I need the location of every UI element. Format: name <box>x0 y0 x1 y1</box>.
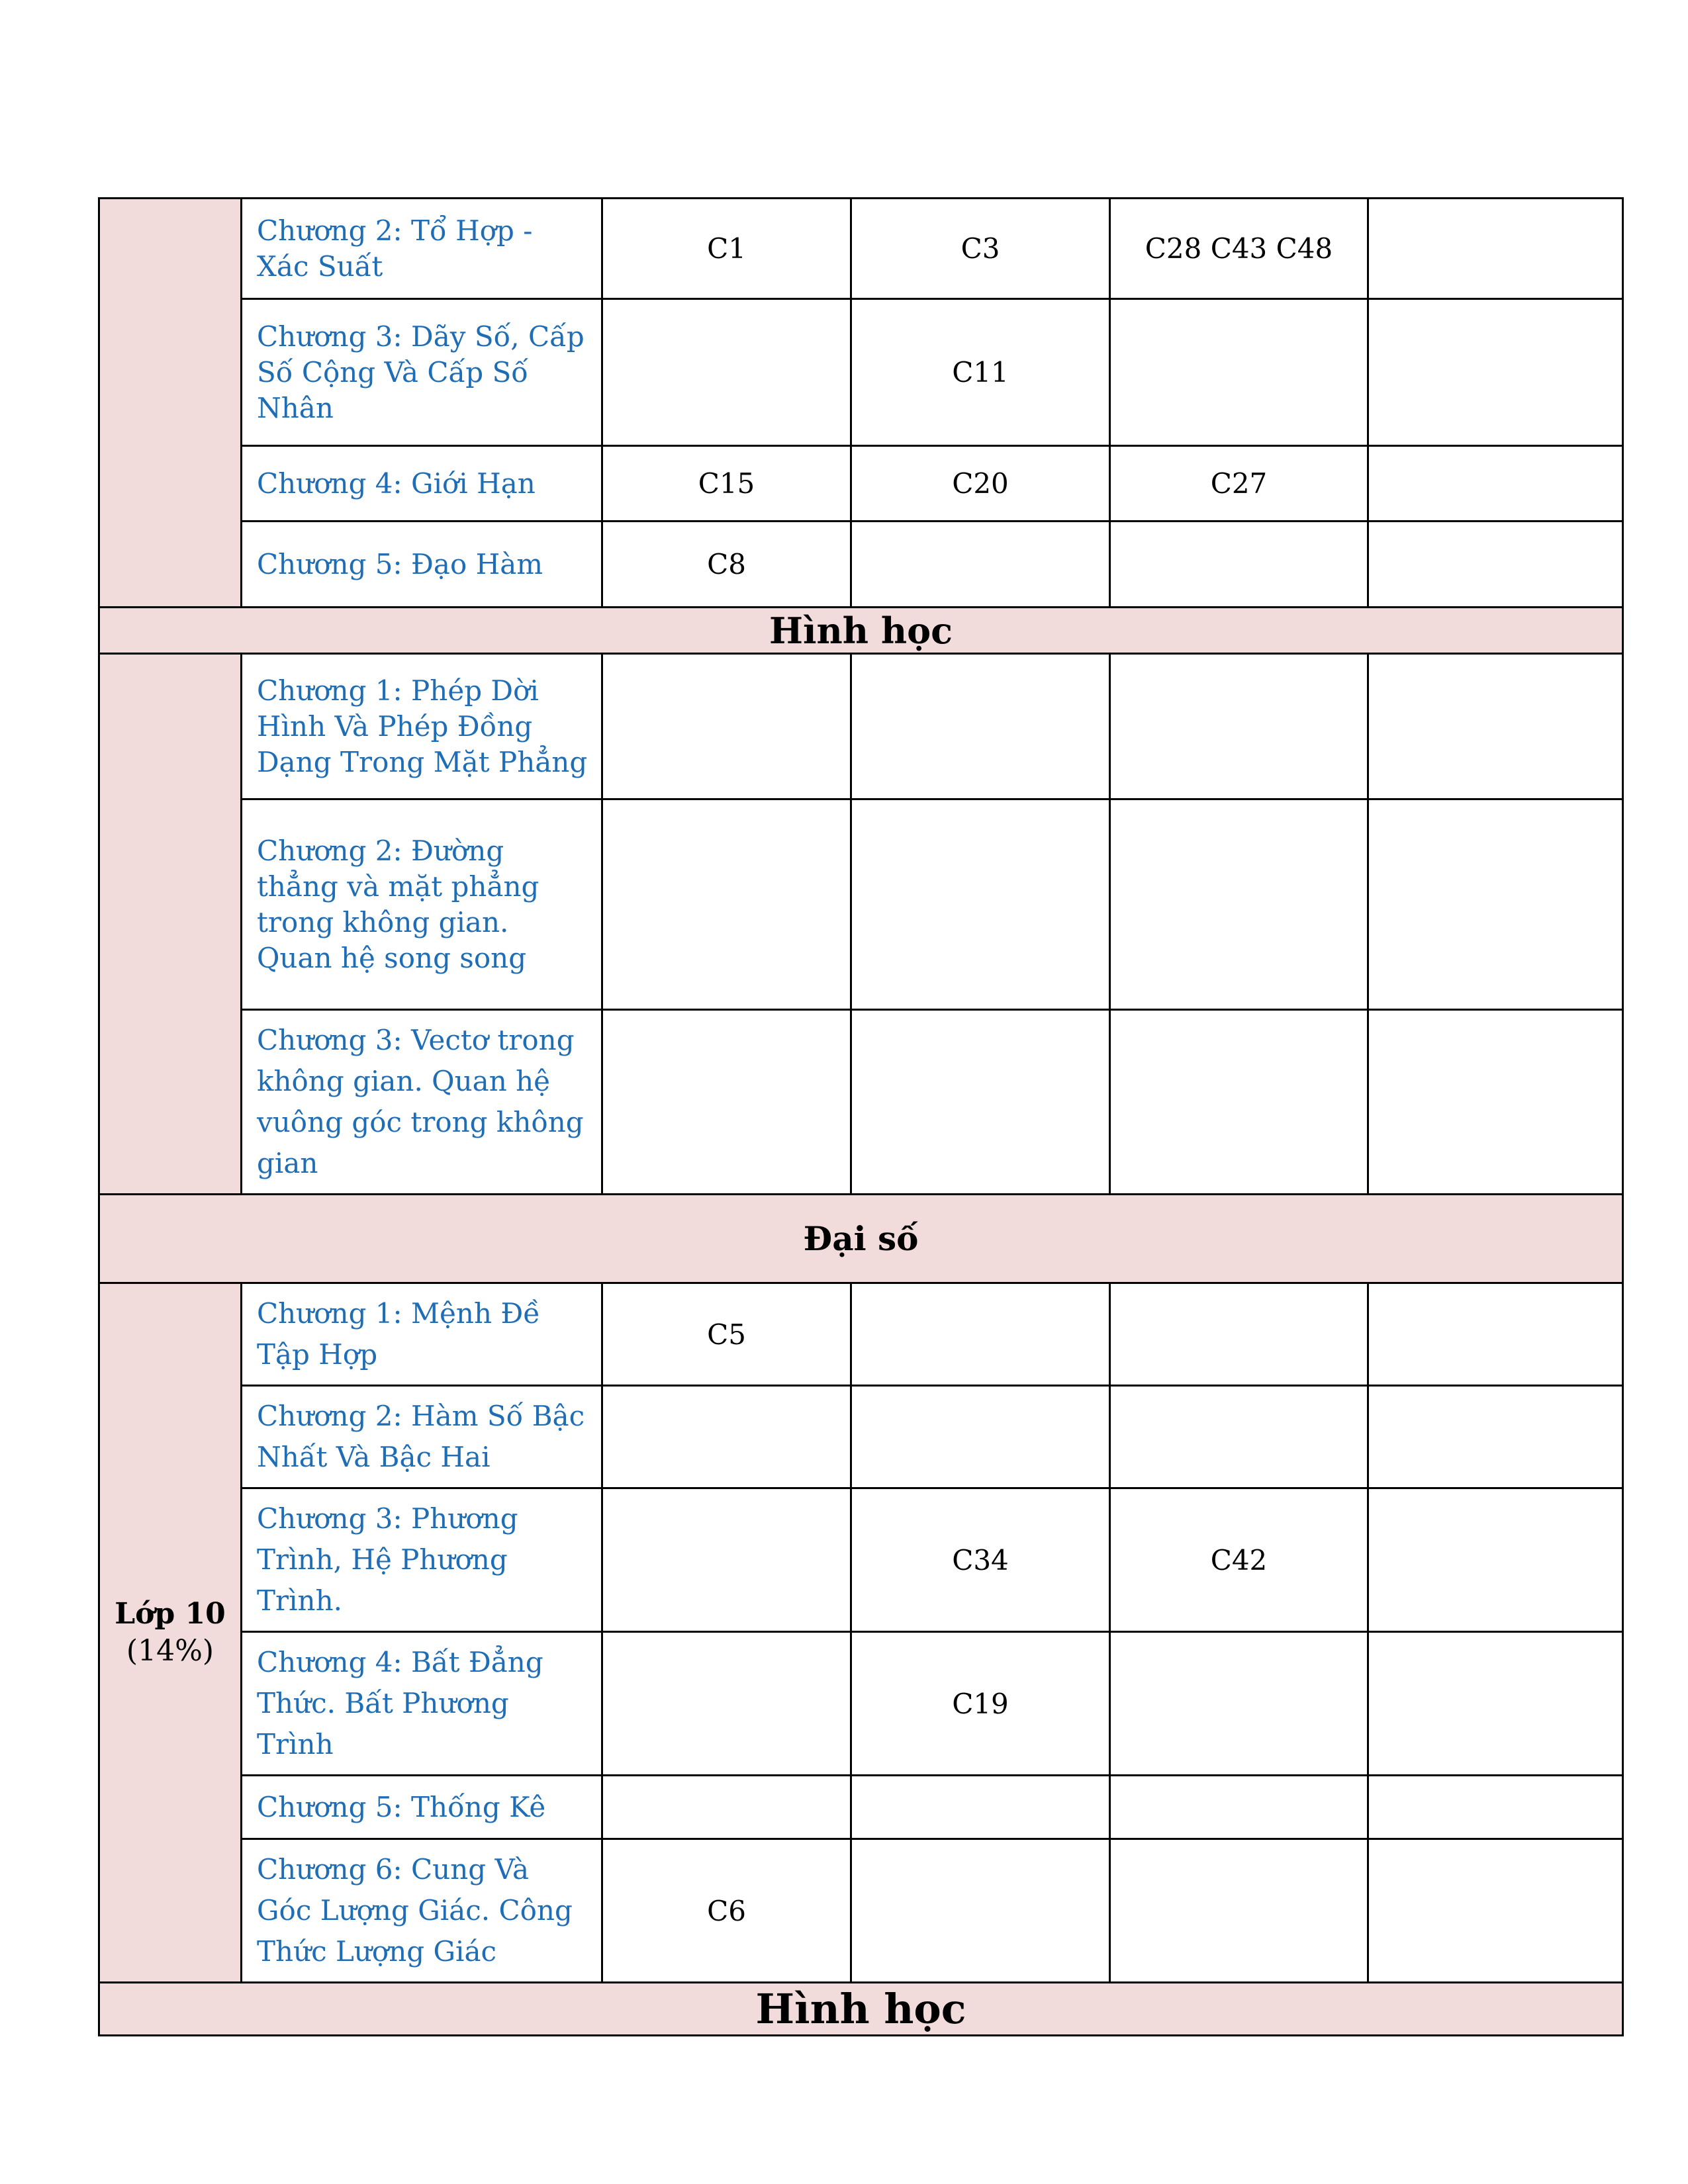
section-header-row <box>99 608 1623 654</box>
table-row <box>99 1283 1623 1386</box>
level-4-cell <box>1368 799 1623 1010</box>
level-2-cell <box>851 654 1110 799</box>
topic-cell: Chương 5: Đạo Hàm <box>242 522 602 608</box>
table-row <box>99 299 1623 446</box>
topic-cell: Chương 4: Giới Hạn <box>242 446 602 522</box>
level-3-cell <box>1110 1283 1368 1386</box>
level-1-cell <box>602 1488 851 1632</box>
level-1-cell: C5 <box>602 1283 851 1386</box>
level-4-cell <box>1368 1283 1623 1386</box>
table-row <box>99 1386 1623 1488</box>
level-3-cell <box>1110 299 1368 446</box>
level-1-cell <box>602 654 851 799</box>
level-3-cell: C42 <box>1110 1488 1368 1632</box>
table-row <box>99 1839 1623 1983</box>
section-header: Đại số <box>99 1195 1623 1283</box>
level-3-cell <box>1110 1632 1368 1776</box>
topic-cell: Chương 1: Mệnh Đề Tập Hợp <box>242 1283 602 1386</box>
topic-cell: Chương 1: Phép Dời Hình Và Phép Đồng Dạng Trong Mặt Phẳng <box>242 654 602 799</box>
section-header: Hình học <box>99 608 1623 654</box>
level-3-cell <box>1110 799 1368 1010</box>
level-3-cell <box>1110 1776 1368 1839</box>
level-4-cell <box>1368 1632 1623 1776</box>
level-4-cell <box>1368 446 1623 522</box>
level-1-cell <box>602 299 851 446</box>
level-4-cell <box>1368 654 1623 799</box>
level-3-cell: C28 C43 C48 <box>1110 199 1368 299</box>
level-4-cell <box>1368 299 1623 446</box>
section-header-row <box>99 1195 1623 1283</box>
level-2-cell <box>851 1283 1110 1386</box>
level-2-cell <box>851 1839 1110 1983</box>
level-1-cell: C1 <box>602 199 851 299</box>
level-2-cell: C19 <box>851 1632 1110 1776</box>
topic-cell: Chương 2: Đường thẳng và mặt phẳng trong không gian. Quan hệ song song <box>242 799 602 1010</box>
table-row <box>99 1010 1623 1195</box>
table-row <box>99 1488 1623 1632</box>
level-4-cell <box>1368 199 1623 299</box>
table-row <box>99 654 1623 799</box>
level-2-cell <box>851 1776 1110 1839</box>
level-3-cell: C27 <box>1110 446 1368 522</box>
topic-cell: Chương 2: Hàm Số Bậc Nhất Và Bậc Hai <box>242 1386 602 1488</box>
level-3-cell <box>1110 654 1368 799</box>
level-1-cell <box>602 1632 851 1776</box>
level-1-cell: C8 <box>602 522 851 608</box>
topic-cell: Chương 3: Phương Trình, Hệ Phương Trình. <box>242 1488 602 1632</box>
level-1-cell: C6 <box>602 1839 851 1983</box>
level-4-cell <box>1368 522 1623 608</box>
level-3-cell <box>1110 1386 1368 1488</box>
grade-cell <box>99 199 242 608</box>
level-4-cell <box>1368 1010 1623 1195</box>
level-2-cell <box>851 522 1110 608</box>
level-1-cell <box>602 1010 851 1195</box>
section-header-row <box>99 1983 1623 2036</box>
level-2-cell: C34 <box>851 1488 1110 1632</box>
level-3-cell <box>1110 522 1368 608</box>
level-2-cell: C20 <box>851 446 1110 522</box>
grade-label: Lớp 10 <box>115 1597 226 1631</box>
grade-cell <box>99 1283 242 1983</box>
level-2-cell <box>851 1386 1110 1488</box>
grade-percent: (14%) <box>126 1634 214 1668</box>
level-2-cell <box>851 799 1110 1010</box>
topic-cell: Chương 3: Dãy Số, Cấp Số Cộng Và Cấp Số Nhân <box>242 299 602 446</box>
level-2-cell: C11 <box>851 299 1110 446</box>
level-4-cell <box>1368 1488 1623 1632</box>
level-1-cell <box>602 1386 851 1488</box>
table-row <box>99 522 1623 608</box>
section-header: Hình học <box>99 1983 1623 2036</box>
topic-cell: Chương 3: Vectơ trong không gian. Quan hệ vuông góc trong không gian <box>242 1010 602 1195</box>
grade-cell <box>99 654 242 1195</box>
level-1-cell <box>602 1776 851 1839</box>
table-row <box>99 799 1623 1010</box>
topic-cell: Chương 6: Cung Và Góc Lượng Giác. Công Thức Lượng Giác <box>242 1839 602 1983</box>
table-row <box>99 1632 1623 1776</box>
level-2-cell <box>851 1010 1110 1195</box>
question-matrix-table <box>98 197 1624 2036</box>
level-1-cell <box>602 799 851 1010</box>
level-3-cell <box>1110 1010 1368 1195</box>
level-3-cell <box>1110 1839 1368 1983</box>
topic-cell: Chương 2: Tổ Hợp - Xác Suất <box>242 199 602 299</box>
topic-cell: Chương 5: Thống Kê <box>242 1776 602 1839</box>
table-row <box>99 1776 1623 1839</box>
topic-cell: Chương 4: Bất Đẳng Thức. Bất Phương Trình <box>242 1632 602 1776</box>
level-2-cell: C3 <box>851 199 1110 299</box>
table-row <box>99 199 1623 299</box>
level-1-cell: C15 <box>602 446 851 522</box>
table-row <box>99 446 1623 522</box>
level-4-cell <box>1368 1776 1623 1839</box>
level-4-cell <box>1368 1839 1623 1983</box>
level-4-cell <box>1368 1386 1623 1488</box>
